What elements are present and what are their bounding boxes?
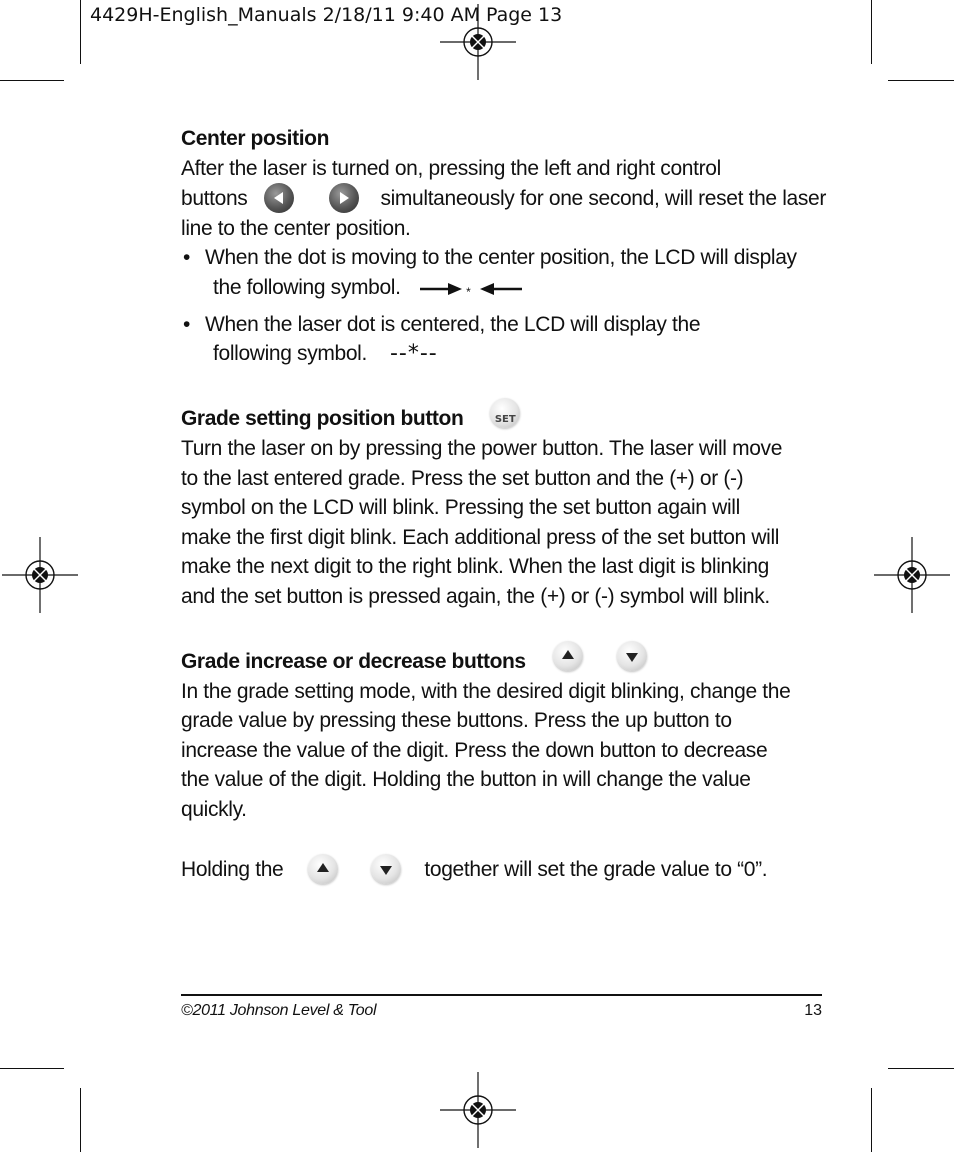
bullet-moving-line-1: When the dot is moving to the center position, the LCD will display <box>205 246 797 270</box>
bullet-centered-line-2 <box>205 339 831 369</box>
manual-body <box>181 124 831 885</box>
bullet-centered-text: following symbol. <box>213 342 367 366</box>
right-arrow-button-icon <box>329 183 359 213</box>
holding-post: together will set the grade value to “0”. <box>424 858 768 882</box>
registration-mark-icon <box>440 1072 516 1148</box>
crop-mark-bottom-right-horizontal <box>888 1068 954 1069</box>
center-line-3: line to the center position. <box>181 216 411 240</box>
bullet-marker: • <box>183 246 191 270</box>
grade-adjust-line-1: In the grade setting mode, with the desired digit blinking, change the <box>181 679 791 703</box>
grade-adjust-line-5: quickly. <box>181 798 247 822</box>
centered-symbol: --*-- <box>389 341 438 367</box>
footer-copyright: ©2011 Johnson Level & Tool <box>181 1002 377 1019</box>
set-button-icon <box>490 398 520 428</box>
down-arrow-button-icon <box>617 641 647 671</box>
grade-adjust-line-4: the value of the digit. Holding the button in will change the value <box>181 768 751 792</box>
grade-setting-heading: Grade setting position button <box>181 407 464 431</box>
footer-rule <box>181 994 822 996</box>
crop-mark-top-right-vertical <box>871 0 872 64</box>
holding-line <box>181 854 831 885</box>
print-slug: 4429H-English_Manuals 2/18/11 9:40 AM Page 13 <box>90 4 563 26</box>
grade-setting-line-1: Turn the laser on by pressing the power button. The laser will move <box>181 436 783 460</box>
holding-pre: Holding the <box>181 858 284 882</box>
bullet-moving-line-2 <box>205 273 831 310</box>
crop-mark-bottom-left-vertical <box>80 1088 81 1152</box>
down-arrow-button-icon <box>371 854 401 884</box>
registration-mark-icon <box>874 537 950 613</box>
crop-mark-bottom-left-horizontal <box>0 1068 64 1069</box>
bullet-marker: • <box>183 312 191 336</box>
grade-setting-heading-line <box>181 398 831 434</box>
grade-setting-line-5: make the next digit to the right blink. When the last digit is blinking <box>181 555 769 579</box>
grade-adjust-heading: Grade increase or decrease buttons <box>181 650 526 674</box>
moving-symbol-star: * <box>466 284 471 299</box>
section-gap <box>181 612 831 642</box>
bullet-moving-text: the following symbol. <box>213 275 401 299</box>
grade-setting-line-2: to the last entered grade. Press the set button and the (+) or (-) <box>181 466 744 490</box>
moving-symbol <box>418 277 538 310</box>
crop-mark-top-left-horizontal <box>0 80 64 81</box>
bullet-centered-line-1: When the laser dot is centered, the LCD will display the <box>205 312 701 336</box>
crop-mark-bottom-right-vertical <box>871 1088 872 1152</box>
grade-setting-line-4: make the first digit blink. Each additional press of the set button will <box>181 525 780 549</box>
crop-mark-top-left-vertical <box>80 0 81 64</box>
up-arrow-button-icon <box>308 854 338 884</box>
grade-adjust-heading-line <box>181 641 831 677</box>
section-gap <box>181 825 831 855</box>
grade-setting-line-3: symbol on the LCD will blink. Pressing the set button again will <box>181 496 740 520</box>
grade-adjust-line-2: grade value by pressing these buttons. Press the up button to <box>181 709 732 733</box>
moving-symbol-arrows <box>418 280 528 298</box>
section-gap <box>181 369 831 399</box>
registration-mark-icon <box>440 4 516 80</box>
center-line-2-post: simultaneously for one second, will reset the laser <box>380 187 826 211</box>
center-position-heading: Center position <box>181 127 330 150</box>
left-arrow-button-icon <box>264 183 294 213</box>
up-arrow-button-icon <box>553 641 583 671</box>
page-number: 13 <box>804 1002 822 1019</box>
registration-mark-icon <box>2 537 78 613</box>
grade-adjust-line-3: increase the value of the digit. Press the down button to decrease <box>181 738 768 762</box>
center-line-1: After the laser is turned on, pressing the left and right control <box>181 156 721 180</box>
center-line-2-pre: buttons <box>181 187 248 211</box>
crop-mark-top-right-horizontal <box>888 80 954 81</box>
bullet-moving <box>181 243 831 309</box>
grade-setting-line-6: and the set button is pressed again, the (+) or (-) symbol will blink. <box>181 584 770 608</box>
set-button-label: SET <box>494 414 516 426</box>
center-line-2 <box>181 183 831 214</box>
bullet-centered <box>181 310 831 369</box>
